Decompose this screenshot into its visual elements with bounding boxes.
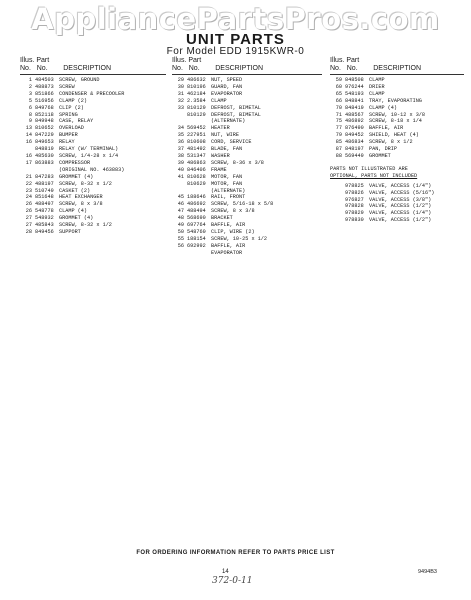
part-description: BUMPER <box>59 132 78 139</box>
illus-number: 40 <box>177 166 184 173</box>
illus-number <box>172 181 187 188</box>
part-number: 976827 <box>345 196 364 203</box>
part-number: 848508 <box>345 77 364 83</box>
table-row <box>172 84 322 91</box>
table-row <box>20 174 166 181</box>
table-row <box>20 118 166 125</box>
part-number: 548932 <box>35 215 54 222</box>
illus-number: 8 <box>28 111 32 118</box>
table-row <box>172 105 322 112</box>
part-description: (ALTERNATE) <box>211 187 246 194</box>
illus-number: 6 <box>28 104 32 111</box>
part-description: DRIER <box>369 83 385 90</box>
part-number: 849768 <box>35 104 54 111</box>
illus-number: 47 <box>177 208 184 215</box>
part-number: 810629 <box>187 180 206 187</box>
table-row <box>20 201 166 208</box>
page-number: 14 <box>222 569 229 575</box>
part-number: 978830 <box>345 217 364 224</box>
illus-number: 13 <box>25 125 32 132</box>
part-description: NUT, SPEED <box>211 77 243 83</box>
part-number: 848841 <box>345 97 364 104</box>
table-row <box>172 77 322 84</box>
part-description: VALVE, ACCESS (5/16") <box>369 189 435 196</box>
illus-number: 77 <box>335 125 342 132</box>
illus-number: 46 <box>177 201 184 208</box>
illus-number: 70 <box>335 104 342 111</box>
part-description: SCREW, 5/16-18 x 5/8 <box>211 201 274 208</box>
part-description: SCREW, 10-12 x 3/8 <box>369 111 426 118</box>
table-row <box>20 84 166 91</box>
table-row <box>20 181 166 188</box>
header-rule <box>20 74 166 75</box>
part-number: 978829 <box>345 210 364 217</box>
illus-number: 28 <box>25 228 32 235</box>
part-description: BRACKET <box>211 215 233 222</box>
table-row <box>20 153 166 160</box>
part-description: MOTOR, FAN <box>211 180 243 187</box>
part-number: 548760 <box>187 228 206 235</box>
watermark: AppliancePartsPros.com <box>31 2 440 36</box>
parts-column-3 <box>330 57 464 224</box>
illus-number: 50 <box>177 228 184 235</box>
parts-column-2 <box>172 57 322 257</box>
illus-number <box>20 146 35 153</box>
illus-number: 56 <box>177 242 184 249</box>
part-description: GROMMET (4) <box>59 215 94 222</box>
handwritten-note: 372-0-11 <box>212 576 253 586</box>
part-number: 848819 <box>35 146 54 153</box>
table-row <box>330 91 464 98</box>
part-number: 516956 <box>35 97 54 104</box>
model-subtitle: For Model EDD 1915KWR-0 <box>166 46 305 57</box>
table-row <box>330 105 464 112</box>
table-row <box>172 132 322 139</box>
illus-number: 37 <box>177 146 184 153</box>
table-row <box>172 236 322 243</box>
part-number: 849948 <box>35 118 54 125</box>
part-number: 846406 <box>187 166 206 173</box>
note-line: OPTIONAL, PARTS NOT INCLUDED <box>330 172 418 179</box>
illus-number: 60 <box>335 83 342 90</box>
part-description: RELAY <box>59 139 75 146</box>
table-row <box>172 112 322 119</box>
page-title: UNIT PARTS <box>186 31 285 48</box>
column-header: Illus. Part No. No. DESCRIPTION <box>330 57 422 72</box>
part-number: 978825 <box>345 182 364 189</box>
part-description: COMPRESSOR <box>59 159 91 166</box>
illus-number: 26 <box>25 208 32 215</box>
illus-number: 45 <box>177 194 184 201</box>
table-row <box>20 208 166 215</box>
table-row <box>20 91 166 98</box>
table-row <box>330 217 464 224</box>
part-number: 486632 <box>187 77 206 83</box>
part-description: CASKET (2) <box>59 187 91 194</box>
table-row <box>20 194 166 201</box>
part-number: 810129 <box>187 104 206 111</box>
illus-number: 87 <box>335 146 342 153</box>
part-description: TRAY, EVAPORATING <box>369 97 422 104</box>
note-line: PARTS NOT ILLUSTRATED ARE <box>330 165 408 172</box>
illus-number: 79 <box>335 132 342 139</box>
part-description: DEFROST, BIMETAL <box>211 104 261 111</box>
illus-number: 35 <box>177 132 184 139</box>
illus-number: 27 <box>25 215 32 222</box>
illus-number <box>20 167 35 174</box>
parts-list <box>172 77 322 257</box>
illus-number: 39 <box>177 159 184 166</box>
illus-number: 5 <box>28 97 32 104</box>
part-description: GROMMET (4) <box>59 173 94 180</box>
part-number: 810196 <box>187 83 206 90</box>
part-description: SPRING <box>59 111 78 118</box>
part-number: 692992 <box>187 242 206 249</box>
table-row <box>20 105 166 112</box>
part-description: CLAMP <box>369 77 385 83</box>
part-description: RAIL, FRONT <box>211 194 246 201</box>
part-number: 188154 <box>187 235 206 242</box>
table-row <box>330 112 464 119</box>
part-description: SCREW <box>59 83 75 90</box>
part-number: 488497 <box>35 201 54 208</box>
part-description: WASHER <box>211 152 230 159</box>
part-description: OVERLOAD <box>59 125 84 132</box>
table-row <box>172 243 322 250</box>
illus-number: 24 <box>25 194 32 201</box>
part-description: SCREW, 8-32 x 1/2 <box>59 180 112 187</box>
table-row <box>20 125 166 132</box>
table-row <box>20 167 166 174</box>
illus-number: 17 <box>25 159 32 166</box>
part-number: 486834 <box>345 139 364 146</box>
table-row <box>172 139 322 146</box>
table-row <box>172 98 322 105</box>
part-number: 227951 <box>187 132 206 139</box>
part-number: 851648 <box>35 194 54 201</box>
illus-number: 9 <box>28 118 32 125</box>
illus-number: 3 <box>28 90 32 97</box>
part-description: CORD, SERVICE <box>211 139 252 146</box>
illus-number <box>330 197 345 204</box>
part-number <box>187 118 211 125</box>
table-row <box>330 77 464 84</box>
part-description: SCREW, 8-36 x 3/8 <box>211 159 264 166</box>
table-row <box>172 194 322 201</box>
part-number: 188646 <box>187 194 206 201</box>
part-description: CASE, RELAY <box>59 118 94 125</box>
part-number: 849452 <box>345 132 364 139</box>
part-description: NUT, WIRE <box>211 132 240 139</box>
column-header: Illus. Part No. No. DESCRIPTION <box>20 57 112 72</box>
part-description: CONDENSER & PRECOOLER <box>59 90 125 97</box>
table-row <box>172 215 322 222</box>
table-row <box>330 153 464 160</box>
part-description: GUARD, FAN <box>211 83 243 90</box>
part-description: SCREW, 8-18 x 1/4 <box>369 118 422 125</box>
part-number: 462184 <box>187 90 206 97</box>
illus-number: 32 <box>177 97 184 104</box>
table-row <box>20 132 166 139</box>
column-header: Illus. Part No. No. DESCRIPTION <box>172 57 264 72</box>
table-row <box>172 125 322 132</box>
part-number: 485843 <box>35 222 54 229</box>
part-number: 848419 <box>345 104 364 111</box>
table-row <box>172 167 322 174</box>
table-row <box>172 208 322 215</box>
part-number: 485630 <box>35 152 54 159</box>
illus-number: 85 <box>335 139 342 146</box>
part-description: CLAMP (4) <box>369 104 398 111</box>
part-number: 810628 <box>187 173 206 180</box>
part-number: 488873 <box>35 83 54 90</box>
illus-number: 2 <box>28 83 32 90</box>
illus-number: 23 <box>25 187 32 194</box>
illus-number: 59 <box>335 77 342 83</box>
table-row <box>20 188 166 195</box>
illus-number: 21 <box>25 173 32 180</box>
part-number: 849653 <box>35 139 54 146</box>
header-rule <box>330 74 464 75</box>
part-description: PAN, DRIP <box>369 146 398 153</box>
part-description: GROMMET <box>369 152 391 159</box>
part-description: SHIELD, HEAT (4) <box>369 132 419 139</box>
illus-number <box>330 203 345 210</box>
table-row <box>330 190 464 197</box>
part-number: 847283 <box>35 173 54 180</box>
table-row <box>20 139 166 146</box>
table-row <box>330 98 464 105</box>
illus-number: 71 <box>335 111 342 118</box>
illus-number: 16 <box>25 152 32 159</box>
part-number: 847229 <box>35 132 54 139</box>
part-number: 978826 <box>345 189 364 196</box>
table-row <box>330 203 464 210</box>
illus-number <box>330 183 345 190</box>
part-number: 484503 <box>35 77 54 83</box>
part-number: 548193 <box>345 90 364 97</box>
illus-number <box>172 112 187 119</box>
part-number <box>187 188 211 195</box>
part-description: HEAT EXCHANGER <box>59 194 103 201</box>
table-row <box>330 183 464 190</box>
table-row <box>330 197 464 204</box>
illus-number: 33 <box>177 104 184 111</box>
part-number: 531347 <box>187 152 206 159</box>
illus-number <box>330 190 345 197</box>
part-number: 486892 <box>345 118 364 125</box>
illus-number: 55 <box>177 235 184 242</box>
table-row <box>172 91 322 98</box>
part-description: CLAMP <box>369 90 385 97</box>
table-row <box>172 118 322 125</box>
table-row <box>172 146 322 153</box>
part-number: 978828 <box>345 203 364 210</box>
table-row <box>20 146 166 153</box>
table-row <box>172 250 322 257</box>
part-number <box>35 167 59 174</box>
document-code: 9494B3 <box>418 569 437 575</box>
table-row <box>330 118 464 125</box>
illus-number: 41 <box>177 173 184 180</box>
parts-list <box>330 183 464 224</box>
part-description: SCREW, 1/4-28 x 1/4 <box>59 152 119 159</box>
part-number: 851866 <box>35 90 54 97</box>
part-description: FRAME <box>211 166 227 173</box>
part-description: (ORIGINAL NO. 463883) <box>59 166 125 173</box>
part-number: 481492 <box>187 146 206 153</box>
illus-number: 65 <box>335 90 342 97</box>
part-number: 488197 <box>35 180 54 187</box>
table-row <box>172 160 322 167</box>
part-description: EVAPORATOR <box>211 90 243 97</box>
table-row <box>330 139 464 146</box>
part-description: VALVE, ACCESS (1/2") <box>369 217 432 224</box>
part-number: 568690 <box>187 215 206 222</box>
illus-number: 49 <box>177 222 184 229</box>
illus-number: 38 <box>177 152 184 159</box>
illus-number <box>172 118 187 125</box>
part-description: CLAMP (4) <box>59 208 88 215</box>
part-number: 810652 <box>35 125 54 132</box>
illus-number: 48 <box>177 215 184 222</box>
part-number: 697764 <box>187 222 206 229</box>
table-row <box>330 210 464 217</box>
illus-number: 75 <box>335 118 342 125</box>
part-description: CLIP (2) <box>59 104 84 111</box>
table-row <box>172 201 322 208</box>
table-row <box>330 125 464 132</box>
illus-number: 1 <box>28 77 32 83</box>
table-row <box>20 215 166 222</box>
part-description: SUPPORT <box>59 228 81 235</box>
part-number: 863883 <box>35 159 54 166</box>
part-description: SCREW, 8 x 3/8 <box>59 201 103 208</box>
part-description: BAFFLE, AIR <box>369 125 404 132</box>
part-number: 569449 <box>345 152 364 159</box>
part-number: 486692 <box>187 201 206 208</box>
part-number: 488494 <box>187 208 206 215</box>
part-description: RELAY (W/ TERMINAL) <box>59 146 119 153</box>
part-number: 852118 <box>35 111 54 118</box>
part-number: 976244 <box>345 83 364 90</box>
illus-number: 34 <box>177 125 184 132</box>
part-number: 486863 <box>187 159 206 166</box>
part-description: VALVE, ACCESS (3/8") <box>369 196 432 203</box>
illus-number: 66 <box>335 97 342 104</box>
illus-number <box>172 250 187 257</box>
part-description: SCREW, 8 x 1/2 <box>369 139 413 146</box>
part-description: CLIP, WIRE (2) <box>211 228 255 235</box>
ordering-footer: FOR ORDERING INFORMATION REFER TO PARTS PRICE LIST <box>136 550 335 556</box>
header-rule <box>172 74 322 75</box>
table-row <box>20 77 166 84</box>
table-row <box>20 222 166 229</box>
part-description: CLAMP (2) <box>59 97 88 104</box>
part-number: 810129 <box>187 111 206 118</box>
part-description: VALVE, ACCESS (1/4") <box>369 210 432 217</box>
table-row <box>172 229 322 236</box>
illus-number: 22 <box>25 180 32 187</box>
part-number: 848197 <box>345 146 364 153</box>
parts-list <box>20 77 166 236</box>
part-description: HEATER <box>211 125 230 132</box>
part-description: MOTOR, FAN <box>211 173 243 180</box>
illus-number: 14 <box>25 132 32 139</box>
illus-number: 88 <box>335 152 342 159</box>
part-number: 488567 <box>345 111 364 118</box>
parts-list <box>330 77 464 160</box>
part-number: 569452 <box>187 125 206 132</box>
table-row <box>172 153 322 160</box>
table-row <box>330 132 464 139</box>
illus-number: 30 <box>177 83 184 90</box>
illus-number: 31 <box>177 90 184 97</box>
part-description: SCREW, 10-25 x 1/2 <box>211 235 268 242</box>
part-description: BAFFLE, AIR <box>211 222 246 229</box>
illus-number: 36 <box>177 139 184 146</box>
part-description: DEFROST, BIMETAL <box>211 111 261 118</box>
part-description: (ALTERNATE) <box>211 118 246 125</box>
table-row <box>172 181 322 188</box>
table-row <box>330 84 464 91</box>
table-row <box>20 112 166 119</box>
part-description: SCREW, 8 x 3/8 <box>211 208 255 215</box>
illus-number: 16 <box>25 139 32 146</box>
part-description: SCREW, 8-32 x 1/2 <box>59 222 112 229</box>
part-number: 849456 <box>35 228 54 235</box>
table-row <box>172 188 322 195</box>
part-number: 548778 <box>35 208 54 215</box>
part-description: VALVE, ACCESS (1/4") <box>369 182 432 189</box>
part-description: EVAPORATOR <box>211 249 243 256</box>
table-row <box>172 222 322 229</box>
part-number: 810608 <box>187 139 206 146</box>
table-row <box>172 174 322 181</box>
illus-number <box>330 210 345 217</box>
table-row <box>20 98 166 105</box>
illus-number: 26 <box>25 201 32 208</box>
part-description: BAFFLE, AIR <box>211 242 246 249</box>
table-row <box>20 160 166 167</box>
part-number: 876490 <box>345 125 364 132</box>
part-description: SCREW, GROUND <box>59 77 100 83</box>
part-description: VALVE, ACCESS (1/2") <box>369 203 432 210</box>
table-row <box>330 146 464 153</box>
part-description: CLAMP <box>211 97 227 104</box>
part-number: 2.3584 <box>187 97 206 104</box>
illus-number <box>172 188 187 195</box>
part-number: 510749 <box>35 187 54 194</box>
illus-number: 29 <box>177 77 184 83</box>
illus-number <box>330 217 345 224</box>
part-description: BLADE, FAN <box>211 146 243 153</box>
parts-column-1 <box>20 57 166 236</box>
part-number <box>187 250 211 257</box>
illus-number: 27 <box>25 222 32 229</box>
table-row <box>20 229 166 236</box>
